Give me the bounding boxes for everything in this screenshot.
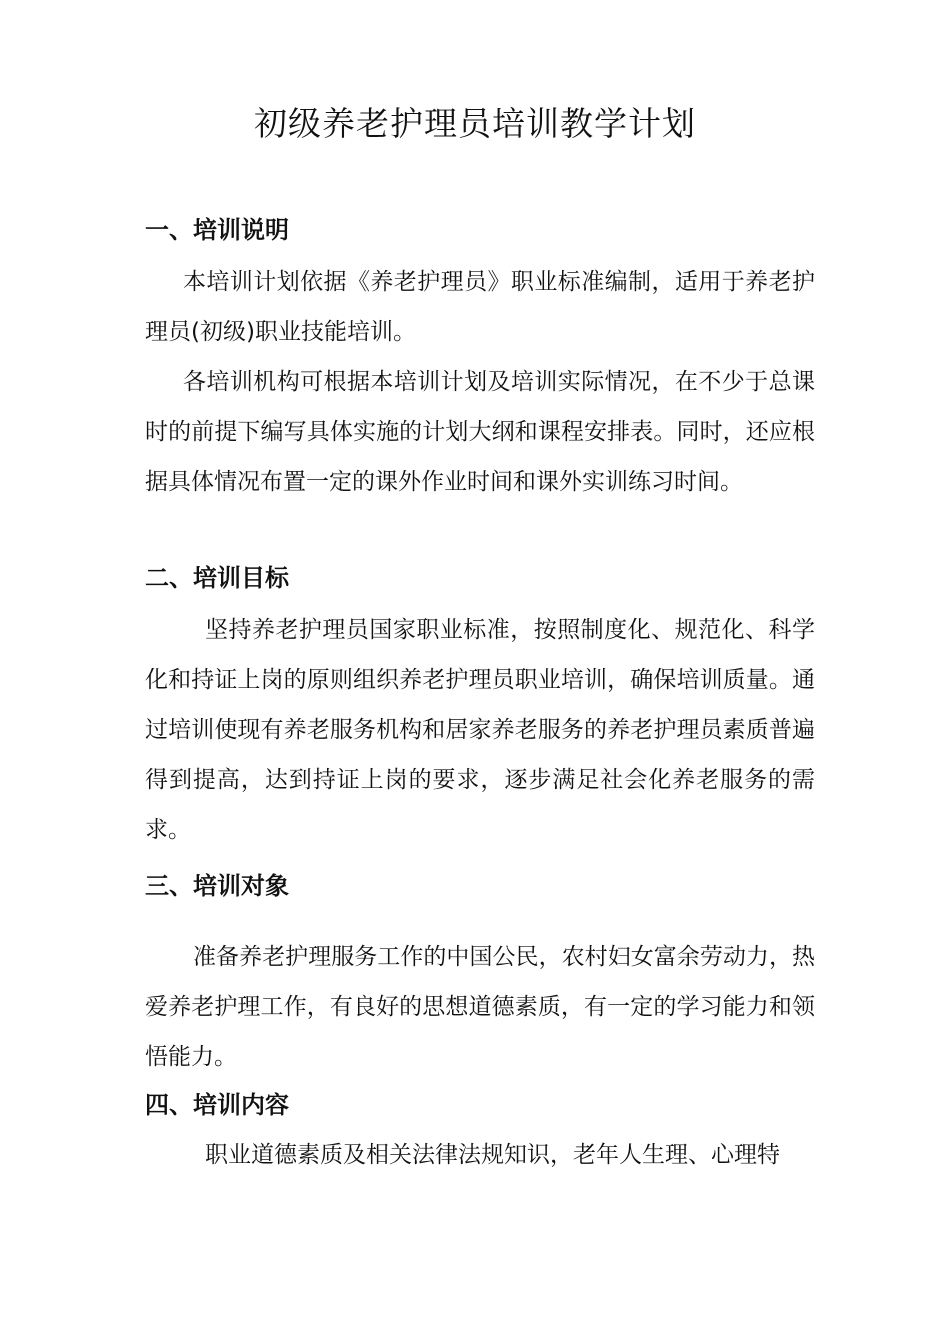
section-3-paragraph-1: 准备养老护理服务工作的中国公民，农村妇女富余劳动力，热爱养老护理工作，有良好的思想道德素质，有一定的学习能力和领悟能力。 [145,944,815,1070]
section-1-paragraph-2: 各培训机构可根据本培训计划及培训实际情况，在不少于总课时的前提下编写具体实施的计划大纲和课程安排表。同时，还应根据具体情况布置一定的课外作业时间和课外实训练习时间。 [145,369,815,495]
section-heading-4: 四、培训内容 [145,1091,289,1119]
section-4-paragraph-1: 职业道德素质及相关法律法规知识，老年人生理、心理特 [205,1142,780,1168]
section-1-paragraph-1: 本培训计划依据《养老护理员》职业标准编制，适用于养老护理员(初级)职业技能培训。 [145,269,815,345]
section-heading-1: 一、培训说明 [145,216,289,244]
section-heading-3: 三、培训对象 [145,872,289,900]
document-title: 初级养老护理员培训教学计划 [254,104,696,143]
section-heading-2: 二、培训目标 [145,564,289,592]
section-2-paragraph-1: 坚持养老护理员国家职业标准，按照制度化、规范化、科学化和持证上岗的原则组织养老护理员职业培训，确保培训质量。通过培训使现有养老服务机构和居家养老服务的养老护理员素质普遍得到提高，达到持证上岗的要求，逐步满足社会化养老服务的需求。 [145,617,815,843]
